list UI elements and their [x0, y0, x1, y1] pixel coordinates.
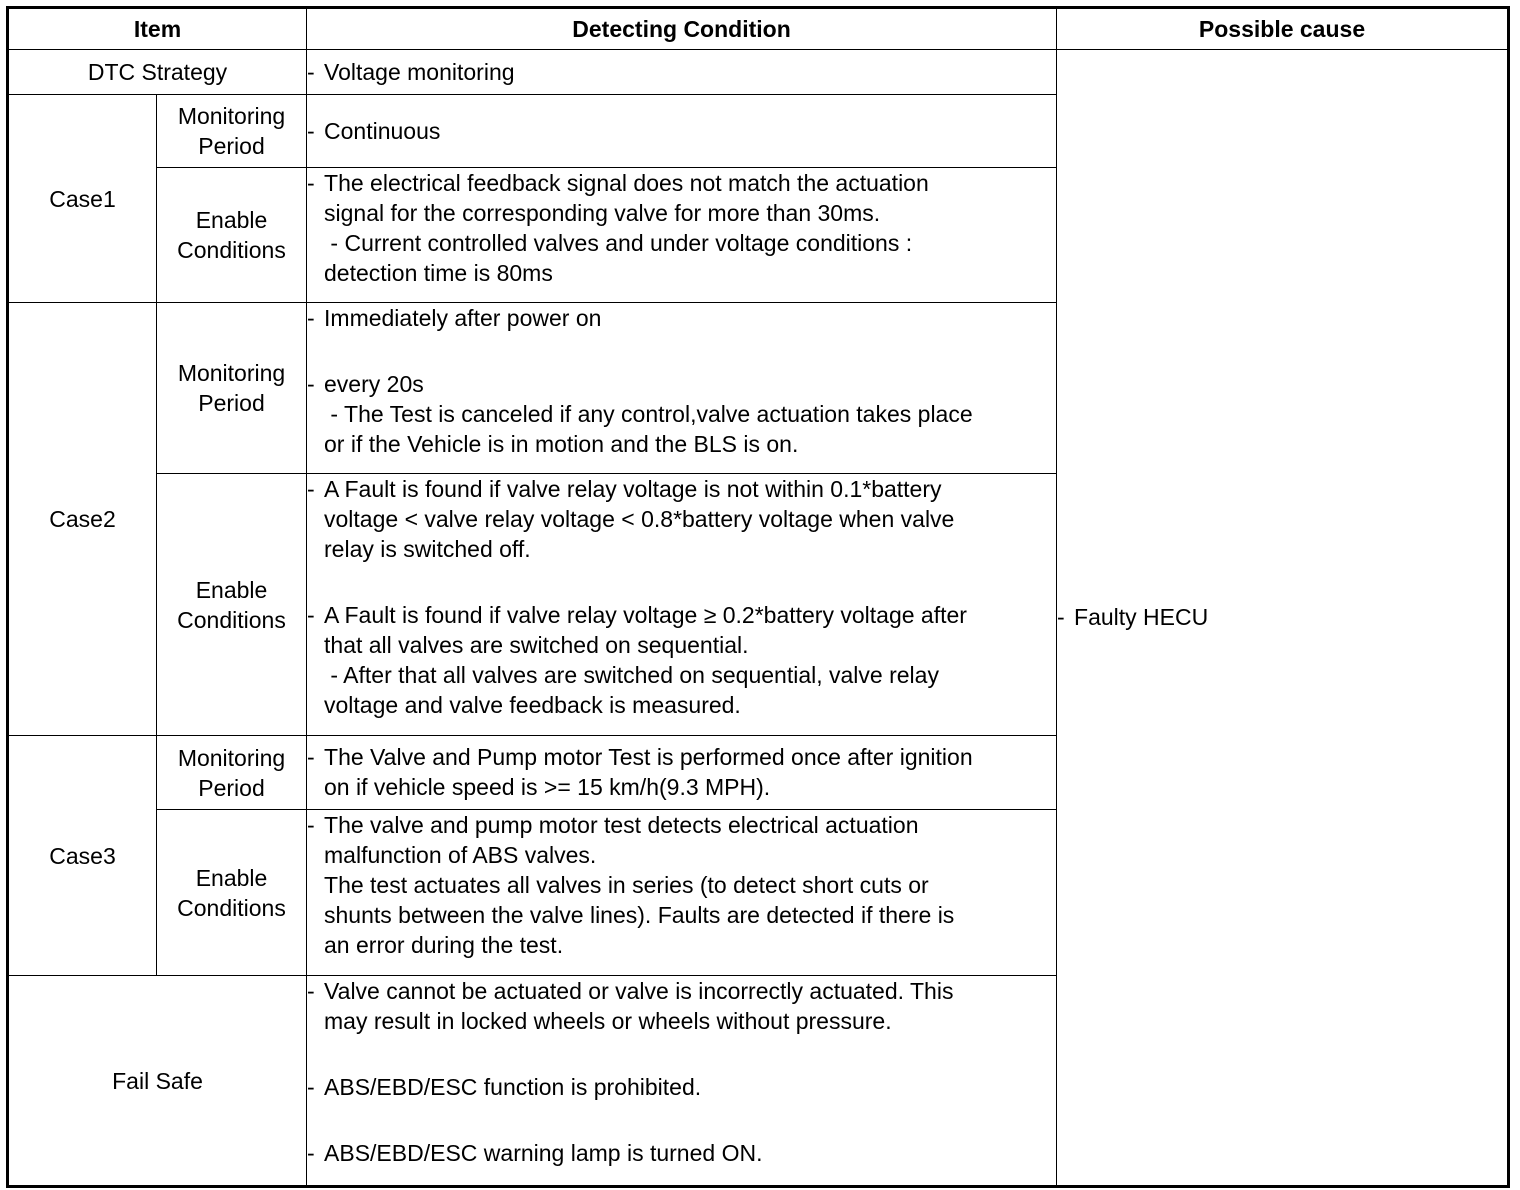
condition-line: may result in locked wheels or wheels without pressure. [324, 1008, 892, 1034]
bullet-dash: - [307, 59, 315, 85]
condition-line: A Fault is found if valve relay voltage is not within 0.1*battery [324, 476, 942, 502]
header-item: Item [8, 8, 307, 50]
condition-line: that all valves are switched on sequential. [324, 632, 749, 658]
possible-cause-text: Faulty HECU [1074, 604, 1209, 630]
bullet-dash: - [307, 118, 315, 144]
condition-line: an error during the test. [324, 932, 564, 958]
case3-monitoring-condition [307, 736, 1057, 810]
case1-enable-label [157, 168, 307, 303]
bullet-dash: - [307, 476, 315, 502]
condition-line: A Fault is found if valve relay voltage ≥ 0.2*battery voltage after [324, 602, 967, 628]
case3-label: Case3 [8, 736, 157, 976]
condition-line: Valve cannot be actuated or valve is incorrectly actuated. This [324, 978, 954, 1004]
case1-monitoring-label [157, 95, 307, 168]
label-line: Conditions [177, 237, 286, 263]
condition-line: The electrical feedback signal does not match the actuation [324, 170, 929, 196]
label-line: Period [198, 774, 265, 801]
condition-text: Voltage monitoring [324, 59, 515, 85]
dtc-strategy-label: DTC Strategy [8, 50, 307, 95]
label-line: Period [198, 133, 265, 159]
condition-line: The valve and pump motor test detects electrical actuation [324, 812, 919, 838]
header-detecting-condition: Detecting Condition [307, 8, 1057, 50]
case2-monitoring-condition [307, 303, 1057, 474]
header-row [8, 8, 1509, 50]
bullet-dash: - [307, 978, 315, 1004]
label-line: Conditions [177, 894, 286, 921]
condition-line: - Current controlled valves and under voltage conditions : [324, 230, 913, 256]
bullet-dash: - [307, 744, 315, 770]
header-possible-cause: Possible cause [1057, 8, 1509, 50]
condition-line: on if vehicle speed is >= 15 km/h(9.3 MPH). [324, 774, 771, 800]
condition-line: shunts between the valve lines). Faults are detected if there is [324, 902, 955, 928]
case1-monitoring-condition [307, 95, 1057, 168]
condition-line: relay is switched off. [324, 536, 531, 562]
bullet-dash: - [307, 170, 315, 196]
condition-line: every 20s [324, 371, 424, 397]
bullet-dash: - [307, 812, 315, 838]
bullet-dash: - [307, 1140, 315, 1166]
condition-line: or if the Vehicle is in motion and the BLS is on. [324, 431, 799, 457]
case2-enable-condition [307, 474, 1057, 736]
bullet-dash: - [307, 602, 315, 628]
bullet-dash: - [307, 1074, 315, 1100]
fail-safe-label: Fail Safe [8, 976, 307, 1187]
case1-enable-condition [307, 168, 1057, 303]
possible-cause-cell [1057, 50, 1509, 1187]
bullet-dash: - [307, 371, 315, 397]
condition-text: ABS/EBD/ESC function is prohibited. [324, 1074, 702, 1100]
condition-line: signal for the corresponding valve for more than 30ms. [324, 200, 881, 226]
fail-safe-condition [307, 976, 1057, 1187]
condition-line: - The Test is canceled if any control,valve actuation takes place [324, 401, 973, 427]
label-line: Monitoring [177, 103, 286, 129]
case2-label: Case2 [8, 303, 157, 736]
condition-line: - After that all valves are switched on sequential, valve relay [324, 662, 939, 688]
bullet-dash: - [1057, 604, 1065, 630]
condition-line: voltage and valve feedback is measured. [324, 692, 741, 718]
label-line: Monitoring [177, 744, 286, 771]
label-line: Enable [195, 576, 268, 603]
condition-line: The test actuates all valves in series (to detect short cuts or [324, 872, 929, 898]
dtc-strategy-condition [307, 50, 1057, 95]
dtc-strategy-row [8, 50, 1509, 95]
case3-monitoring-label [157, 736, 307, 810]
label-line: Enable [195, 864, 268, 891]
condition-text: Continuous [324, 118, 441, 144]
condition-line: malfunction of ABS valves. [324, 842, 597, 868]
case3-enable-label [157, 810, 307, 976]
label-line: Monitoring [177, 360, 286, 386]
case2-enable-label [157, 474, 307, 736]
condition-text: Immediately after power on [324, 305, 602, 331]
case3-enable-condition [307, 810, 1057, 976]
label-line: Enable [195, 207, 268, 233]
condition-line: detection time is 80ms [324, 260, 553, 286]
case2-monitoring-label [157, 303, 307, 474]
condition-line: The Valve and Pump motor Test is performed once after ignition [324, 744, 973, 770]
bullet-dash: - [307, 305, 315, 331]
case1-label: Case1 [8, 95, 157, 303]
condition-line: voltage < valve relay voltage < 0.8*battery voltage when valve [324, 506, 955, 532]
label-line: Period [198, 390, 265, 416]
condition-text: ABS/EBD/ESC warning lamp is turned ON. [324, 1140, 763, 1166]
dtc-table [6, 6, 1510, 1188]
label-line: Conditions [177, 606, 286, 633]
